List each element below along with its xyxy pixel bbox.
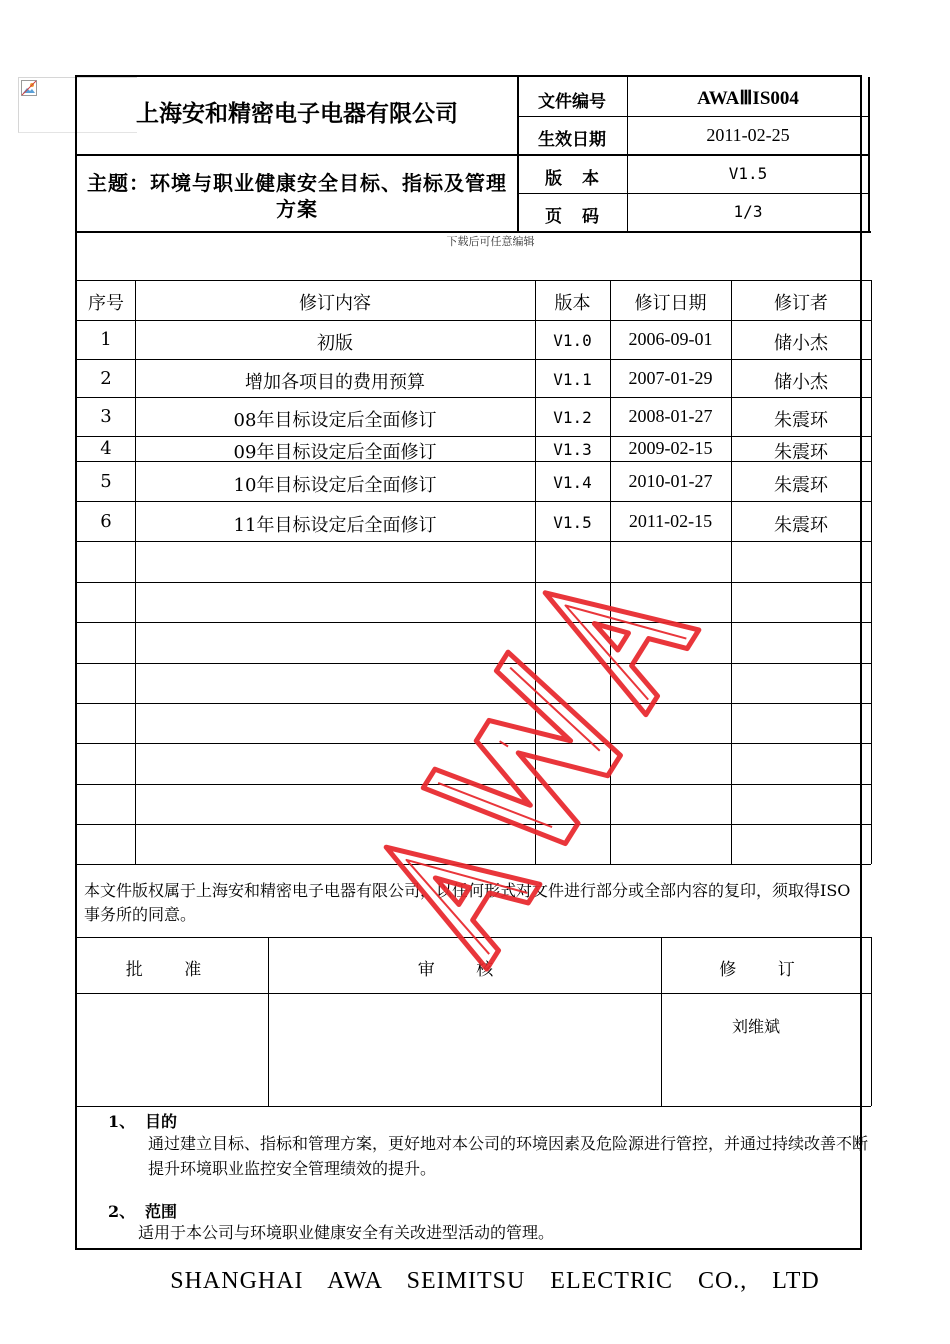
- section-number: 2、: [108, 1202, 136, 1221]
- revise-signature: 刘维斌: [731, 1017, 780, 1036]
- revise-label: 修 订: [719, 960, 813, 980]
- row-version: V1.5: [553, 513, 592, 532]
- row-reviser: 朱震环: [774, 442, 828, 463]
- col-header-date: 修订日期: [634, 293, 707, 314]
- row-content: 09年目标设定后全面修订: [233, 442, 437, 463]
- row-reviser: 朱震环: [774, 410, 828, 431]
- row-version: V1.2: [553, 408, 592, 427]
- section-title: 目的: [145, 1112, 178, 1131]
- row-date: 2006-09-01: [628, 329, 713, 349]
- section-title: 范围: [145, 1202, 178, 1221]
- row-reviser: 储小杰: [774, 372, 828, 393]
- col-header-reviser: 修订者: [774, 293, 828, 314]
- divider: [77, 937, 871, 938]
- row-version: V1.0: [553, 331, 592, 350]
- row-date: 2009-02-15: [628, 438, 713, 458]
- section-body: 通过建立目标、指标和管理方案，更好地对本公司的环境因素及危险源进行管控，并通过持续改善不断提升环境职业监控安全管理绩效的提升。: [148, 1134, 869, 1178]
- row-content: 初版: [317, 333, 353, 354]
- col-header-content: 修订内容: [299, 293, 371, 314]
- header-rule: [517, 116, 869, 117]
- row-content: 11年目标设定后全面修订: [233, 515, 437, 536]
- section-number: 1、: [108, 1112, 136, 1131]
- row-no: 2: [100, 368, 112, 389]
- page-value: 1/3: [733, 202, 763, 221]
- row-no: 3: [100, 406, 112, 427]
- company-name: 上海安和精密电子电器有限公司: [136, 100, 458, 127]
- row-no: 4: [100, 438, 112, 459]
- row-no: 6: [100, 511, 112, 532]
- broken-image-icon: [21, 80, 37, 96]
- footer-company: SHANGHAI AWA SEIMITSU ELECTRIC CO., LTD: [170, 1268, 820, 1294]
- section-body: 适用于本公司与环境职业健康安全有关改进型活动的管理。: [138, 1223, 555, 1242]
- page-label: 页 码: [545, 207, 599, 227]
- review-label: 审 核: [417, 960, 512, 980]
- header-rule: [77, 154, 869, 156]
- row-content: 08年目标设定后全面修订: [233, 410, 437, 431]
- doc-no-value: AWAⅢIS004: [697, 88, 799, 109]
- row-reviser: 储小杰: [774, 333, 828, 354]
- copyright-notice: 本文件版权属于上海安和精密电子电器有限公司，以任何形式对文件进行部分或全部内容的复印，须取得ISO事务所的同意。: [84, 881, 851, 924]
- row-no: 1: [100, 329, 112, 350]
- row-reviser: 朱震环: [774, 475, 828, 496]
- row-date: 2010-01-27: [628, 471, 713, 491]
- row-version: V1.1: [553, 370, 592, 389]
- edit-note: 下载后可任意编辑: [446, 235, 535, 248]
- version-value: V1.5: [728, 164, 768, 183]
- approve-label: 批 准: [125, 960, 220, 980]
- header-rule: [517, 193, 869, 194]
- col-header-version: 版本: [554, 293, 591, 314]
- row-version: V1.3: [553, 440, 592, 459]
- row-date: 2008-01-27: [628, 406, 713, 426]
- version-label: 版 本: [545, 169, 599, 189]
- doc-no-label: 文件编号: [538, 92, 606, 112]
- row-no: 5: [100, 471, 112, 492]
- effective-date-label: 生效日期: [538, 130, 606, 150]
- row-reviser: 朱震环: [774, 515, 828, 536]
- col-header-no: 序号: [88, 293, 124, 314]
- effective-date-value: 2011-02-25: [706, 125, 790, 145]
- row-date: 2007-01-29: [628, 368, 713, 388]
- row-content: 增加各项目的费用预算: [245, 372, 425, 393]
- document-subject: 主题：环境与职业健康安全目标、指标及管理方案: [87, 171, 507, 221]
- row-content: 10年目标设定后全面修订: [233, 475, 437, 496]
- row-version: V1.4: [553, 473, 592, 492]
- row-date: 2011-02-15: [628, 511, 713, 531]
